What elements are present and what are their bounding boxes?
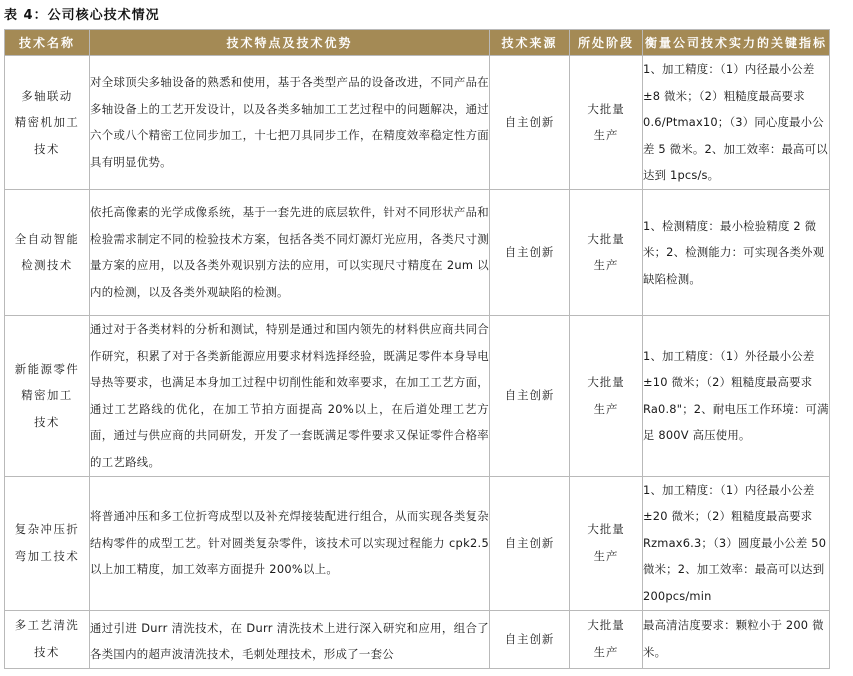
stage-cell [570,610,643,668]
stage-line: 大批量 [587,101,625,116]
tech-features-cell: 依托高像素的光学成像系统，基于一套先进的底层软件，针对不同形状产品和检验需求制定不同的检验技术方案，包括各类不同灯源灯光应用，各类尺寸测量方案的应用，以及各类外观识别方法的应用，可以实现尺寸精度在 2um 以内的检测，以及各类外观缺陷的检测。 [90,189,490,315]
tech-source-cell: 自主创新 [490,476,570,610]
table-row [5,476,830,610]
tech-source-cell: 自主创新 [490,315,570,476]
tech-name-line: 精密加工 [21,388,73,403]
tech-features-cell: 将普通冲压和多工位折弯成型以及补充焊接装配进行组合，从而实现各类复杂结构零件的成型工艺。针对圆类复杂零件，该技术可以实现过程能力 cpk2.5 以上加工精度，加工效率方面提升 200%以上。 [90,476,490,610]
tech-name-cell [5,189,90,315]
header-stage: 所处阶段 [570,30,643,56]
stage-cell [570,315,643,476]
tech-source-cell: 自主创新 [490,610,570,668]
tech-name-line: 技术 [34,141,60,156]
table-row [5,610,830,668]
key-indicator-cell: 1、加工精度：（1）内径最小公差±20 微米；（2）粗糙度最高要求 Rzmax6.3；（3）圆度最小公差 50 微米；2、加工效率：最高可以达到 200pcs/min [643,476,830,610]
tech-name-line: 弯加工技术 [14,549,80,564]
stage-cell [570,189,643,315]
key-indicator-cell: 1、检测精度：最小检验精度 2 微米；2、检测能力：可实现各类外观缺陷检测。 [643,189,830,315]
stage-line: 大批量 [587,522,625,537]
stage-line: 大批量 [587,375,625,390]
stage-line: 大批量 [587,231,625,246]
header-tech-name: 技术名称 [5,30,90,56]
header-key-indicators: 衡量公司技术实力的关键指标 [643,30,830,56]
key-indicator-cell: 最高清洁度要求：颗粒小于 200 微米。 [643,610,830,668]
table-row [5,189,830,315]
table-row [5,56,830,190]
stage-line: 生产 [593,645,619,659]
tech-name-line: 技术 [34,415,60,430]
tech-name-line: 多工艺清洗 [14,618,80,633]
tech-name-line: 新能源零件 [14,361,80,376]
tech-source-cell: 自主创新 [490,189,570,315]
tech-name-cell [5,610,90,668]
tech-name-cell [5,315,90,476]
tech-name-line: 检测技术 [21,258,73,273]
tech-features-text: 通过引进 Durr 清洗技术，在 Durr 清洗技术上进行深入研究和应用，组合了各类国内的超声波清洗技术，毛刺处理技术，形成了一套公 [90,620,489,662]
stage-line: 生产 [593,128,619,143]
table-caption: 表 4：公司核心技术情况 [4,8,160,23]
tech-features-cell [90,610,490,668]
tech-name-line: 多轴联动 [21,88,73,103]
tech-name-line: 复杂冲压折 [14,522,80,537]
stage-line: 生产 [593,258,619,273]
stage-cell [570,56,643,190]
tech-name-line: 全自动智能 [14,231,80,246]
tech-name-line: 技术 [34,645,60,659]
table-row [5,315,830,476]
key-indicator-cell: 1、加工精度：（1）外径最小公差±10 微米；（2）粗糙度最高要求 Ra0.8"；2、耐电压工作环境：可满足 800V 高压使用。 [643,315,830,476]
table-header-row [5,30,830,56]
tech-name-line: 精密机加工 [14,115,80,130]
stage-line: 大批量 [587,618,625,633]
stage-line: 生产 [593,549,619,564]
tech-features-cell: 通过对于各类材料的分析和测试，特别是通过和国内领先的材料供应商共同合作研究，积累了对于各类新能源应用要求材料选择经验，既满足零件本身导电导热等要求，也满足本身加工过程中切削性能和效率要求，在加工工艺方面，通过工艺路线的优化，在加工节拍方面提高 20%以上，在后道处理工艺方面，通过与供应商的共同研发，开发了一套既满足零件要求又保证零件合格率的工艺路线。 [90,315,490,476]
tech-name-cell [5,56,90,190]
core-technology-table [4,29,830,669]
tech-features-cell: 对全球顶尖多轴设备的熟悉和使用，基于各类型产品的设备改进，不同产品在多轴设备上的工艺开发设计，以及各类多轴加工工艺过程中的问题解决，通过六个或八个精密工位同步加工，十七把刀具同步工作，在精度效率稳定性方面具有明显优势。 [90,56,490,190]
header-tech-source: 技术来源 [490,30,570,56]
tech-source-cell: 自主创新 [490,56,570,190]
tech-name-cell [5,476,90,610]
stage-line: 生产 [593,401,619,416]
key-indicator-cell: 1、加工精度：（1）内径最小公差±8 微米；（2）粗糙度最高要求 0.6/Ptmax10；（3）同心度最小公差 5 微米。2、加工效率：最高可以达到 1pcs/s。 [643,56,830,190]
stage-cell [570,476,643,610]
header-tech-features: 技术特点及技术优势 [90,30,490,56]
